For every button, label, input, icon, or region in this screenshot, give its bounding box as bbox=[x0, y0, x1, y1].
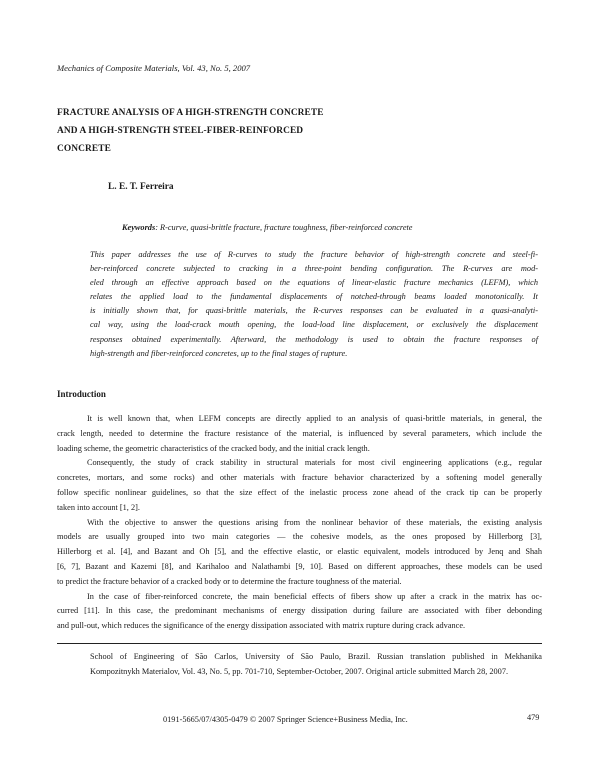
paper-title bbox=[57, 104, 324, 158]
body-line: loading scheme, the geometric characteristics of the cracked body, and the initial crack length. bbox=[57, 443, 370, 453]
footnote-divider bbox=[57, 643, 542, 644]
body-line: In the case of fiber-reinforced concrete, the main beneficial effects of fibers show up after a crack in the matrix has oc- bbox=[87, 591, 542, 601]
abstract-line: is initially shown that, for quasi-brittle materials, the R-curves responses can be evaluated in a quasi-analyti- bbox=[90, 306, 538, 316]
journal-header: Mechanics of Composite Materials, Vol. 43, No. 5, 2007 bbox=[57, 63, 251, 73]
abstract-line: responses obtained experimentally. Afterward, the methodology is used to obtain the fracture responses of bbox=[90, 334, 538, 344]
title-line: AND A HIGH-STRENGTH STEEL-FIBER-REINFORCED bbox=[57, 126, 304, 136]
body-line: to predict the fracture behavior of a cracked body or to determine the fracture toughness of the material. bbox=[57, 576, 402, 586]
body-text bbox=[57, 412, 542, 634]
body-line: follow specific nonlinear guidelines, so that the size effect of the inelastic process zone ahead of the crack tip can be properly bbox=[57, 487, 542, 497]
body-line: and pull-out, which reduces the significance of the energy dissipation associated with matrix rupture during crack advance. bbox=[57, 621, 466, 631]
abstract bbox=[90, 248, 538, 361]
footnote-line: School of Engineering of São Carlos, University of São Paulo, Brazil. Russian translation published in Mekhanika bbox=[90, 652, 542, 661]
abstract-line: ber-reinforced concrete subjected to cracking in a three-point bending configuration. The R-curves are mod- bbox=[90, 264, 538, 274]
abstract-line: relates the applied load to the fundamental displacements of notched-through beams loaded monotonically. It bbox=[90, 292, 538, 302]
body-line: models are usually grouped into two main categories — the cohesive models, as the ones proposed by Hillerborg [3], bbox=[57, 532, 542, 542]
body-line: It is well known that, when LEFM concepts are directly applied to an analysis of quasi-brittle materials, in general, the bbox=[87, 414, 542, 423]
affiliation-footnote bbox=[90, 650, 542, 679]
abstract-line: high-strength and fiber-reinforced concretes, up to the final stages of rupture. bbox=[90, 348, 348, 358]
body-line: With the objective to answer the questions arising from the nonlinear behavior of these materials, the existing analysis bbox=[87, 517, 542, 527]
keywords bbox=[122, 223, 412, 232]
body-line: crack length, needed to determine the fracture resistance of the material, is influenced by several parameters, which include the bbox=[57, 428, 542, 438]
keywords-text: : R-curve, quasi-brittle fracture, fracture toughness, fiber-reinforced concrete bbox=[155, 223, 413, 232]
page-number: 479 bbox=[527, 713, 540, 722]
keywords-label: Keywords bbox=[122, 223, 156, 232]
abstract-line: cal way, using the load-crack mouth opening, the load-load line displacement, or exclusively the displacement bbox=[90, 320, 538, 330]
section-heading: Introduction bbox=[57, 389, 106, 399]
author-name: L. E. T. Ferreira bbox=[108, 182, 174, 192]
footnote-line: Kompozitnykh Materialov, Vol. 43, No. 5, pp. 701-710, September-October, 2007. Original article submitted March 28, 2007. bbox=[90, 666, 509, 676]
copyright-footer: 0191-5665/07/4305-0479 © 2007 Springer Science+Business Media, Inc. bbox=[163, 715, 408, 724]
title-line: CONCRETE bbox=[57, 144, 111, 154]
body-line: Hillerborg et al. [4], and Bazant and Oh [5], and the effective elastic, or elastic equivalent, models introduced by Jenq and Shah bbox=[57, 547, 542, 557]
body-line: [6, 7], Bazant and Kazemi [8], and Karihaloo and Nalathambi [9, 10]. Based on different approaches, these models can be used bbox=[57, 561, 542, 571]
body-line: taken into account [1, 2]. bbox=[57, 502, 140, 512]
abstract-line: This paper addresses the use of R-curves to study the fracture behavior of high-strength concrete and steel-fi- bbox=[90, 250, 538, 259]
body-line: concretes, mortars, and some rocks) and other materials with fracture behavior characterized by a softening model generally bbox=[57, 473, 542, 483]
title-line: FRACTURE ANALYSIS OF A HIGH-STRENGTH CONCRETE bbox=[57, 108, 324, 118]
abstract-line: eled through an effective approach based on the equations of linear-elastic fracture mechanics (LEFM), which bbox=[90, 278, 538, 288]
body-line: Consequently, the study of crack stability in structural materials for most civil engineering applications (e.g., regular bbox=[87, 458, 542, 468]
body-line: curred [11]. In this case, the predominant mechanisms of energy dissipation during failure are associated with fiber debonding bbox=[57, 606, 542, 616]
